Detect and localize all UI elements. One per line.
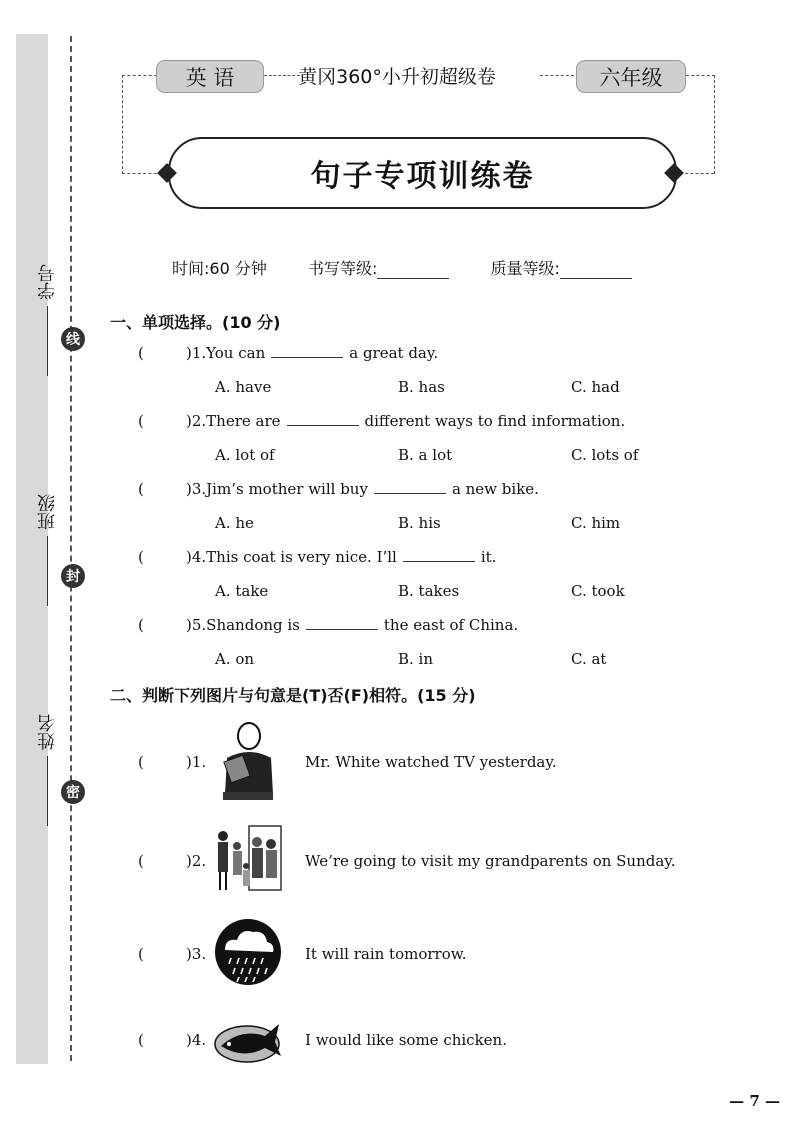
answer-paren[interactable]: ( xyxy=(138,852,144,870)
option-c[interactable]: C. at xyxy=(571,650,607,668)
answer-paren[interactable]: ( xyxy=(138,480,144,498)
answer-paren[interactable]: ( xyxy=(138,548,144,566)
option-c[interactable]: C. lots of xyxy=(571,446,639,464)
mark-mi: 密 xyxy=(61,780,85,804)
answer-blank[interactable] xyxy=(287,425,359,426)
option-b[interactable]: B. a lot xyxy=(398,446,453,464)
option-a[interactable]: A. take xyxy=(215,582,269,600)
quality-grade-label: 质量等级: xyxy=(490,259,560,278)
item-number: )1. xyxy=(186,753,207,771)
option-c[interactable]: C. had xyxy=(571,378,620,396)
answer-paren[interactable]: ( xyxy=(138,616,144,634)
page-number: — 7 — xyxy=(729,1092,780,1110)
answer-blank[interactable] xyxy=(374,493,446,494)
option-c[interactable]: C. him xyxy=(571,514,621,532)
item-number: )4. xyxy=(186,1031,207,1049)
item-sentence: It will rain tomorrow. xyxy=(305,945,467,963)
header-frame-left xyxy=(122,75,157,174)
quality-grade-blank[interactable] xyxy=(560,264,632,279)
section-heading-1: 一、单项选择。(10 分) xyxy=(110,313,281,332)
header-frame-right xyxy=(686,75,715,174)
header-frame-left-bottom xyxy=(122,173,162,174)
time-limit: 时间:60 分钟 xyxy=(172,259,267,278)
page-title: 句子专项训练卷 xyxy=(168,137,677,209)
mark-feng: 封 xyxy=(61,564,85,588)
grade-badge: 六年级 xyxy=(576,60,686,93)
answer-paren[interactable]: ( xyxy=(138,412,144,430)
series-title: 黄冈360°小升初超级卷 xyxy=(298,66,496,88)
question-2: )2.There are different ways to find information. xyxy=(186,412,626,430)
item-number: )2. xyxy=(186,852,207,870)
family-visit-icon xyxy=(213,822,283,894)
option-b[interactable]: B. his xyxy=(398,514,441,532)
header-dash-2 xyxy=(540,75,574,76)
answer-paren[interactable]: ( xyxy=(138,753,144,771)
item-sentence: I would like some chicken. xyxy=(305,1031,507,1049)
writing-grade-blank[interactable] xyxy=(377,264,449,279)
option-a[interactable]: A. lot of xyxy=(215,446,275,464)
writing-grade-label: 书写等级: xyxy=(307,259,378,278)
question-4: )4.This coat is very nice. I’ll it. xyxy=(186,548,497,566)
option-a[interactable]: A. he xyxy=(215,514,254,532)
option-b[interactable]: B. has xyxy=(398,378,445,396)
mark-xian: 线 xyxy=(61,327,85,351)
answer-paren[interactable]: ( xyxy=(138,1031,144,1049)
answer-paren[interactable]: ( xyxy=(138,344,144,362)
option-a[interactable]: A. on xyxy=(215,650,255,668)
item-sentence: Mr. White watched TV yesterday. xyxy=(305,753,557,771)
man-reading-icon xyxy=(213,718,283,804)
name-field: 姓名 xyxy=(34,714,62,826)
answer-blank[interactable] xyxy=(403,561,475,562)
option-c[interactable]: C. took xyxy=(571,582,625,600)
exam-meta xyxy=(172,256,632,279)
rain-cloud-icon xyxy=(213,916,283,988)
cut-line xyxy=(70,36,72,1061)
binding-strip xyxy=(16,34,58,1064)
item-sentence: We’re going to visit my grandparents on Sunday. xyxy=(305,852,676,870)
fish-dish-icon xyxy=(213,1006,283,1070)
class-field: 班级 xyxy=(34,494,62,606)
option-b[interactable]: B. in xyxy=(398,650,434,668)
section-heading-2: 二、判断下列图片与句意是(T)否(F)相符。(15 分) xyxy=(110,686,476,705)
question-5: )5.Shandong is the east of China. xyxy=(186,616,519,634)
answer-blank[interactable] xyxy=(271,357,343,358)
answer-paren[interactable]: ( xyxy=(138,945,144,963)
question-1: )1.You can a great day. xyxy=(186,344,439,362)
option-b[interactable]: B. takes xyxy=(398,582,460,600)
subject-badge: 英 语 xyxy=(156,60,264,93)
question-3: )3.Jim’s mother will buy a new bike. xyxy=(186,480,539,498)
header-frame-right-bottom xyxy=(680,173,714,174)
answer-blank[interactable] xyxy=(306,629,378,630)
student-id-field: 学号 xyxy=(34,264,62,376)
item-number: )3. xyxy=(186,945,207,963)
option-a[interactable]: A. have xyxy=(215,378,272,396)
